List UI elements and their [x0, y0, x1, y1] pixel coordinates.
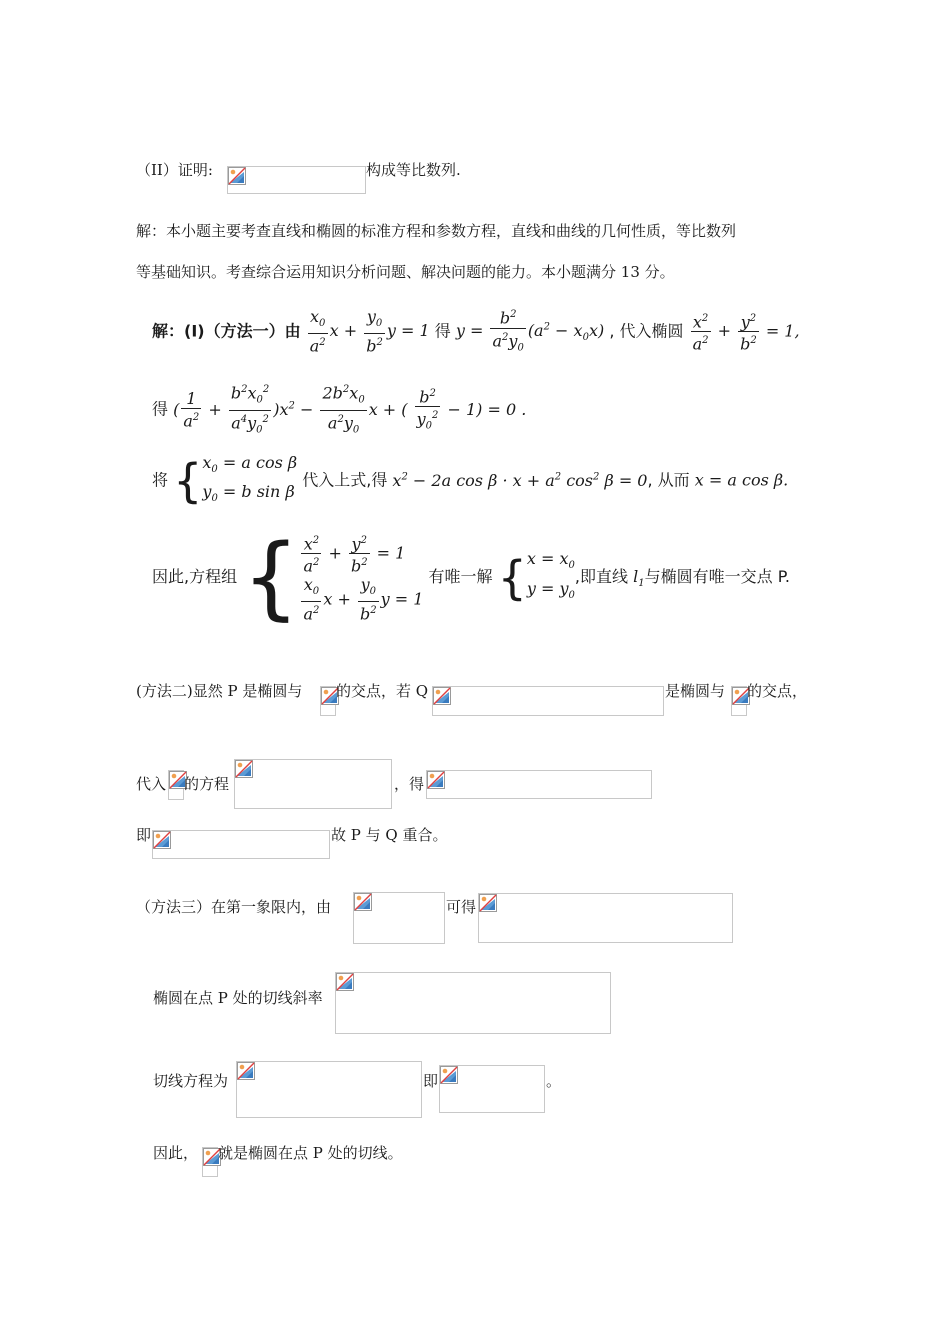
- part2-line: [136, 160, 213, 180]
- method2-l1d: 的交点，: [747, 682, 808, 700]
- image-placeholder: [202, 1147, 218, 1177]
- method1-line4: 因此,方程组 { $\frac{x^2}{a^2}$ + $\frac{y^2}{b^2}$ = 1 $\frac{x_0}{a^2}$ x + $\frac{y_0}{b^2}$ y = 1 有唯一解 {$x = x_0$ $y = y_0$,即直线 $l_1$与椭圆有唯一交点 P.: [152, 524, 790, 630]
- image-placeholder: [227, 166, 366, 194]
- method3-l1a: （方法三）在第一象限内，由: [136, 898, 332, 916]
- part2-prefix: （II）证明:: [136, 161, 213, 179]
- image-placeholder: [152, 830, 330, 859]
- method1-line4-prefix: 因此,方程组: [152, 567, 238, 586]
- method1-label: 解：(Ⅰ)（方法一）由: [152, 321, 301, 341]
- broken-image-icon: [237, 1062, 255, 1080]
- math-expression: x = a cos β.: [694, 470, 789, 490]
- broken-image-icon: [235, 760, 253, 778]
- method3-l4b: 就是椭圆在点 P 处的切线。: [218, 1144, 403, 1162]
- broken-image-icon: [427, 771, 445, 789]
- broken-image-icon: [479, 894, 497, 912]
- method1-t3: = 1,: [765, 321, 800, 341]
- method2-l1a: (方法二)显然 P 是椭圆与: [136, 682, 303, 700]
- method1-t1: 得: [434, 321, 451, 341]
- image-placeholder: [432, 686, 664, 716]
- image-placeholder: [236, 1061, 422, 1118]
- math-system: $x_0 = a$ cos β $y_0 = b$ sin β: [202, 453, 298, 505]
- solution-intro-line2: 等基础知识。考查综合运用知识分析问题、解决问题的能力。本小题满分 13 分。: [136, 263, 675, 281]
- math-expression: $\frac{x^2}{a^2}$ + $\frac{y^2}{b^2}$: [689, 321, 766, 340]
- broken-image-icon: [440, 1066, 458, 1084]
- method2-l2a: 代入: [136, 775, 167, 793]
- solution-intro-line1: 解：本小题主要考查直线和椭圆的标准方程和参数方程，直线和曲线的几何性质，等比数列: [136, 222, 737, 240]
- image-placeholder: [335, 972, 611, 1034]
- math-system: $\frac{x^2}{a^2}$ + $\frac{y^2}{b^2}$ = 1 $\frac{x_0}{a^2}$ x + $\frac{y_0}{b^2}$ y = 1: [299, 532, 423, 623]
- method3-l3c: 。: [546, 1072, 562, 1090]
- method2-l1c: 是椭圆与: [665, 682, 726, 700]
- math-expression: ( $\frac{1}{a^2}$ + $\frac{b^2x_0^2}{a^4y_0^2}$ )$x^2$ − $\frac{2b^2x_0}{a^2y_0}$ x + ( $\frac{b^2}{y_0^2}$ − 1) = 0 .: [173, 400, 526, 419]
- broken-image-icon: [228, 167, 246, 185]
- method1-line1: [152, 305, 800, 362]
- broken-image-icon: [336, 973, 354, 991]
- image-placeholder: [439, 1065, 545, 1113]
- method3-l3b: 即: [423, 1072, 439, 1090]
- image-placeholder: [478, 893, 733, 943]
- method1-line4-end1: ,即直线: [574, 567, 629, 586]
- method1-line3-mid: 代入上式,得: [302, 470, 388, 490]
- image-placeholder: [234, 759, 392, 809]
- method2-l2c: ，得: [394, 775, 425, 793]
- method1-t2: , 代入椭圆: [609, 321, 684, 341]
- math-system: $x = x_0$ $y = y_0$: [526, 549, 575, 601]
- method3-l1b: 可得: [446, 898, 477, 916]
- method1-line4-mid: 有唯一解: [428, 567, 493, 586]
- math-expression: $\frac{x_0}{a^2}$ x + $\frac{y_0}{b^2}$ y = 1: [309, 307, 435, 356]
- method2-l3a: 即: [136, 826, 152, 844]
- method3-l4a: 因此，: [153, 1144, 199, 1162]
- part2-suffix: 构成等比数列.: [366, 161, 461, 179]
- math-expression: $l_1$: [633, 567, 645, 590]
- method1-line3: 将 {$x_0 = a$ cos β $y_0 = b$ sin β 代入上式,得 $x^2 - 2a$ $\cos \beta \cdot x + a^2$ $\cos^2 \beta = 0$, 从而 x = a cos β.: [152, 452, 788, 510]
- image-placeholder: [320, 686, 336, 716]
- method2-l2b: 的方程: [184, 775, 230, 793]
- broken-image-icon: [153, 831, 171, 849]
- method2-l3b: 故 P 与 Q 重合。: [331, 826, 448, 844]
- method2-l1b: 的交点，若 Q: [336, 682, 429, 700]
- math-expression: y = $\frac{b^2}{a^2y_0}$ $(a^2 - x_0x)$: [456, 321, 609, 340]
- method3-l3a: 切线方程为: [153, 1072, 229, 1090]
- broken-image-icon: [354, 893, 372, 911]
- image-placeholder: [426, 770, 652, 799]
- image-placeholder: [168, 770, 184, 800]
- image-placeholder: [731, 686, 747, 716]
- method3-l2: 椭圆在点 P 处的切线斜率: [153, 989, 323, 1007]
- method1-line3-end: , 从而: [647, 470, 690, 490]
- method1-line2: [152, 381, 526, 439]
- image-placeholder: [353, 892, 445, 944]
- method1-line4-end2: 与椭圆有唯一交点 P.: [644, 567, 790, 586]
- broken-image-icon: [433, 687, 451, 705]
- method1-line2-prefix: 得: [152, 399, 169, 419]
- math-expression: $x^2 - 2a$ $\cos \beta \cdot x + a^2$ $\cos^2 \beta = 0$: [392, 470, 648, 490]
- method1-line3-prefix: 将: [152, 470, 169, 490]
